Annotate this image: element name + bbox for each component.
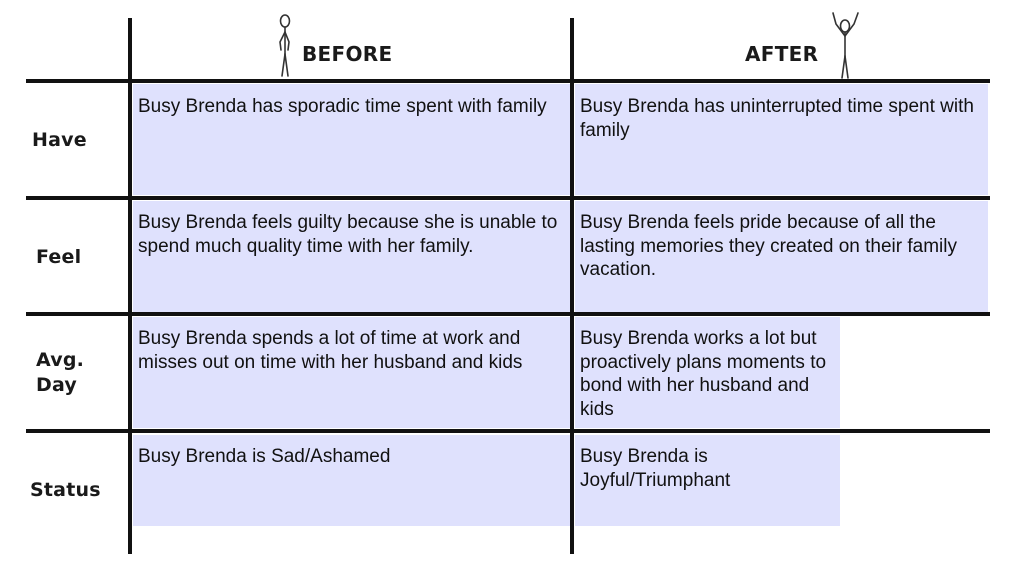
cell-text-have-after: Busy Brenda has uninterrupted time spent with family <box>580 96 974 141</box>
grid-line-horizontal-1 <box>26 79 990 83</box>
column-header-after: AFTER <box>745 42 819 66</box>
grid-line-horizontal-3 <box>26 312 990 316</box>
cell-text-avgday-before: Busy Brenda spends a lot of time at work and misses out on time with her husband and kids <box>138 328 523 373</box>
cell-text-avgday-after: Busy Brenda works a lot but proactively plans moments to bond with her husband and kids <box>580 328 827 420</box>
row-label-feel: Feel <box>36 246 82 268</box>
column-header-before: BEFORE <box>302 42 393 66</box>
grid-line-vertical-left <box>128 18 132 554</box>
stick-figure-arms-raised-icon <box>828 10 862 80</box>
stick-figure-standing-icon <box>272 12 298 80</box>
row-label-avg-day: Avg. Day <box>36 349 85 396</box>
cell-text-status-before: Busy Brenda is Sad/Ashamed <box>138 446 391 467</box>
grid-line-horizontal-4 <box>26 429 990 433</box>
row-label-status: Status <box>30 479 101 501</box>
cell-text-status-after: Busy Brenda is Joyful/Triumphant <box>580 446 731 491</box>
cell-text-have-before: Busy Brenda has sporadic time spent with family <box>138 96 547 117</box>
cell-text-feel-before: Busy Brenda feels guilty because she is unable to spend much quality time with her family. <box>138 212 558 257</box>
grid-line-horizontal-2 <box>26 196 990 200</box>
grid-line-vertical-middle <box>570 18 574 554</box>
row-label-have: Have <box>32 129 87 151</box>
cell-text-feel-after: Busy Brenda feels pride because of all the lasting memories they created on their family vacation. <box>580 212 957 280</box>
